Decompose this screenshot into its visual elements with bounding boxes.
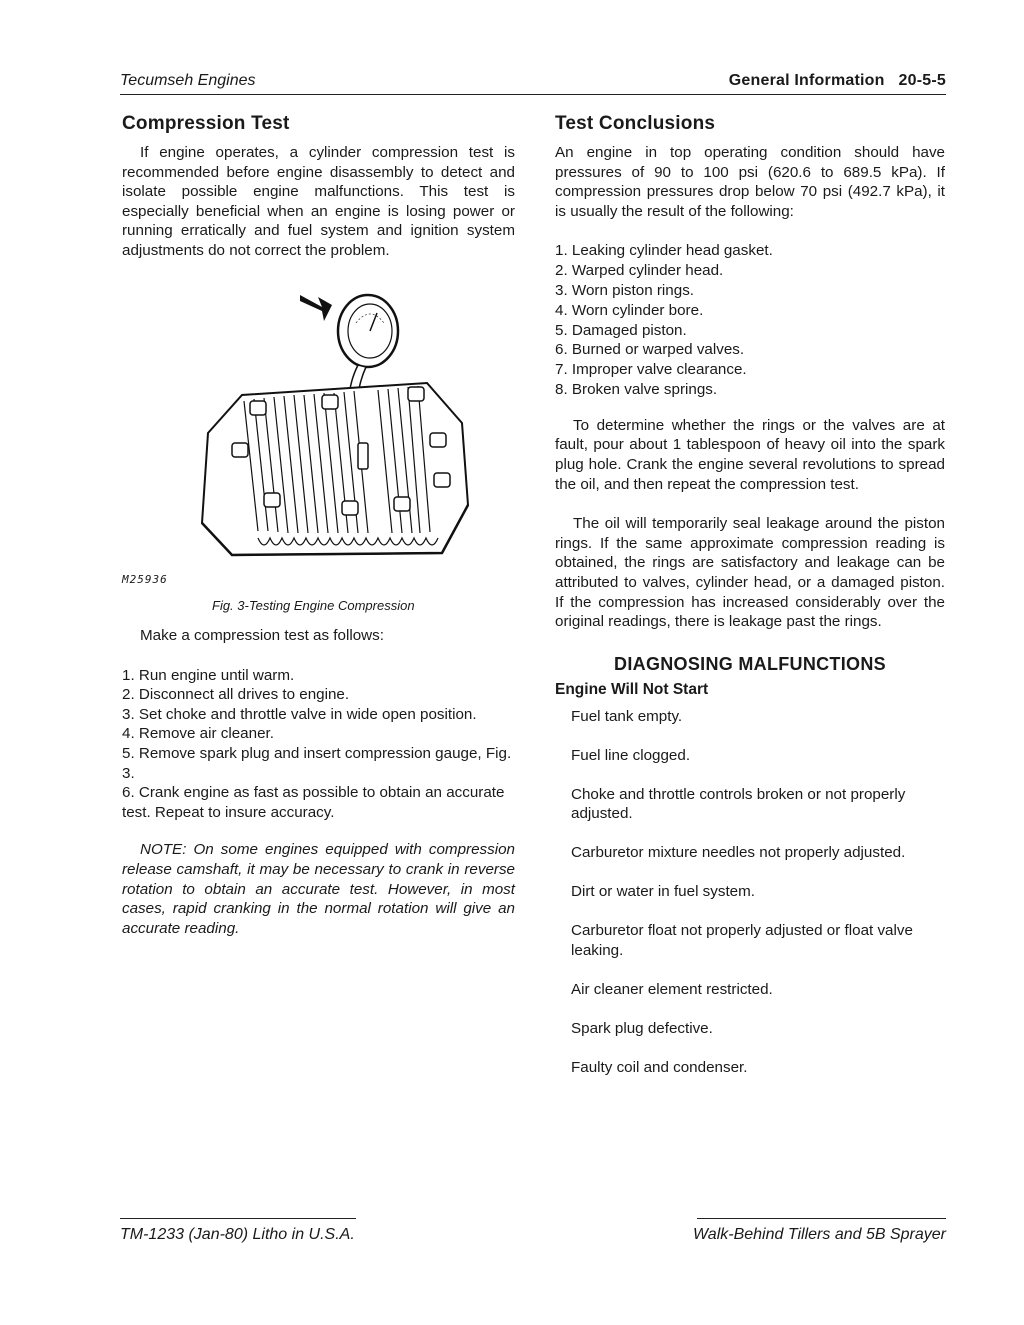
arrow-icon: [300, 295, 332, 321]
gauge-icon: [338, 295, 398, 367]
oil-test-paragraph: To determine whether the rings or the valves are at fault, pour about 1 tablespoon of heavy oil into the spark plug hole. Crank the engine several revolutions to spread the oil, and then repeat the compression test.: [555, 416, 945, 493]
compression-intro: If engine operates, a cylinder compression test is recommended before engine disassembly to detect and isolate possible engine malfunctions. This test is especially beneficial when an engine is losing power or running erratically and fuel system and ignition system adjustments do not correct the problem.: [122, 144, 515, 259]
test-conclusions-heading: Test Conclusions: [555, 113, 716, 134]
footer-product: Walk-Behind Tillers and 5B Sprayer: [692, 1226, 946, 1243]
footer-rule-right: [697, 1218, 946, 1219]
right-column: [555, 113, 945, 1097]
figure-caption: Fig. 3-Testing Engine Compression: [212, 597, 415, 613]
figure-compression-gauge: [122, 283, 515, 627]
symptom-item: Dirt or water in fuel system.: [571, 883, 755, 901]
list-item: 4. Remove air cleaner.: [122, 725, 274, 743]
list-item: 5. Damaged piston.: [555, 321, 687, 339]
list-item: 8. Broken valve springs.: [555, 380, 718, 398]
symptom-item: Fuel tank empty.: [571, 707, 683, 725]
engine-will-not-start-heading: Engine Will Not Start: [555, 680, 709, 698]
list-item: 3. Worn piston rings.: [555, 281, 695, 299]
list-item: 6. Crank engine as fast as possible to obtain an accurate test. Repeat to insure accuracy.: [122, 784, 505, 821]
conclusions-intro: An engine in top operating condition should have pressures of 90 to 100 psi (620.6 to 689.5 kPa). If compression pressures drop below 70 psi (492.7 kPa), it is usually the result of the following:: [555, 144, 945, 220]
list-item: 5. Remove spark plug and insert compression gauge, Fig. 3.: [122, 744, 512, 782]
list-item: 6. Burned or warped valves.: [555, 341, 745, 359]
symptom-item: Faulty coil and condenser.: [571, 1058, 748, 1076]
symptom-item: Choke and throttle controls broken or not properly adjusted.: [571, 785, 906, 823]
compression-test-heading: Compression Test: [122, 113, 290, 134]
figure-code: M25936: [122, 572, 168, 586]
symptom-item: Spark plug defective.: [571, 1019, 713, 1037]
compression-steps: [122, 666, 515, 823]
list-item: 7. Improper valve clearance.: [555, 361, 747, 379]
list-item: 2. Disconnect all drives to engine.: [122, 686, 350, 704]
diagnosing-heading: DIAGNOSING MALFUNCTIONS: [614, 653, 886, 674]
conclusions-causes: [555, 241, 945, 399]
symptom-item: Fuel line clogged.: [571, 746, 691, 764]
symptom-item: Carburetor mixture needles not properly adjusted.: [571, 844, 906, 862]
footer-publication: TM-1233 (Jan-80) Litho in U.S.A.: [120, 1226, 355, 1243]
footer-rule-left: [120, 1218, 356, 1219]
list-item: 1. Leaking cylinder head gasket.: [555, 242, 773, 260]
list-item: 1. Run engine until warm.: [122, 666, 295, 684]
page-header: [120, 72, 946, 95]
header-section: General Information 20-5-5: [728, 72, 946, 89]
list-item: 4. Worn cylinder bore.: [555, 301, 704, 319]
header-manufacturer: Tecumseh Engines: [120, 72, 256, 89]
left-column: [122, 113, 515, 953]
compression-lead: Make a compression test as follows:: [140, 626, 384, 644]
engine-head-illustration: [172, 283, 502, 573]
symptom-item: Air cleaner element restricted.: [571, 980, 773, 998]
list-item: 3. Set choke and throttle valve in wide open position.: [122, 705, 477, 723]
list-item: 2. Warped cylinder head.: [555, 262, 724, 280]
oil-result-paragraph: The oil will temporarily seal leakage around the piston rings. If the same approximate compression reading is obtained, the rings are satisfactory and leakage can be attributed to valves, cylinder head, or a damaged piston. If the compression has increased considerably over the original readings, there is leakage past the rings.: [555, 515, 945, 631]
symptom-item: Carburetor float not properly adjusted or float valve leaking.: [571, 922, 913, 959]
compression-note: NOTE: On some engines equipped with compression release camshaft, it may be necessary to crank in reverse rotation to obtain an accurate test. However, in most cases, rapid cranking in the normal rotation will give an accurate reading.: [122, 841, 515, 937]
